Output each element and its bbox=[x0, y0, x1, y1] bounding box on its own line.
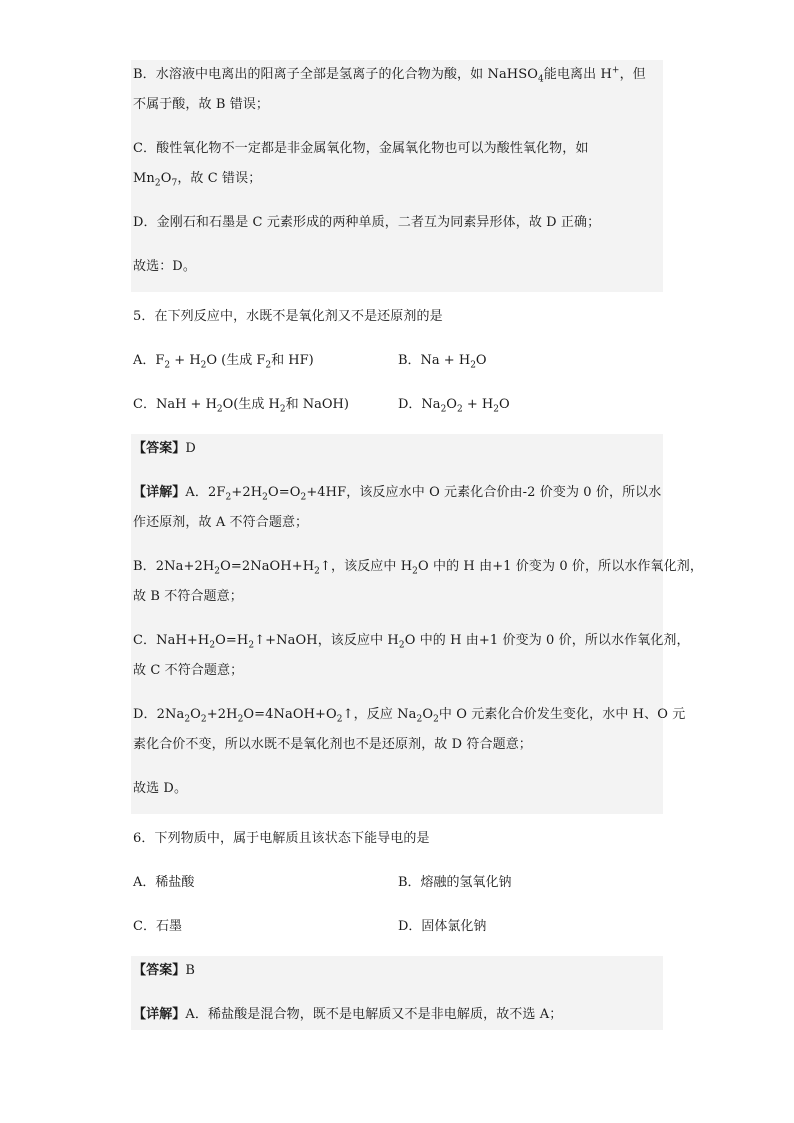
q5-option-b: B．$Na + H_2O$ bbox=[398, 353, 487, 371]
q5-answer: 【答案】D bbox=[133, 441, 196, 456]
q4-explanation-block bbox=[131, 60, 663, 292]
q4-option-c-explanation-line2: $Mn_2O_7$，故 C 错误； bbox=[133, 171, 262, 189]
q6-options-row1 bbox=[131, 868, 663, 898]
q5-option-c: C．NaH + $H_2O$(生成 $H_2$和 NaOH) bbox=[133, 397, 349, 415]
q6-option-a: A．稀盐酸 bbox=[133, 875, 195, 890]
document-page bbox=[131, 60, 703, 1030]
q5-option-d: D．$Na_2O_2 + H_2O$ bbox=[398, 397, 510, 415]
q6-options-row2 bbox=[131, 912, 663, 942]
q4-option-b-explanation-line2: 不属于酸，故 B 错误； bbox=[133, 97, 270, 112]
q6-option-b: B．熔融的氢氧化钠 bbox=[398, 875, 512, 890]
q5-options-row1 bbox=[131, 346, 663, 376]
q5-detail-d-line2: 素化合价不变，所以水既不是氧化剂也不是还原剂，故 D 符合题意； bbox=[133, 737, 532, 752]
q6-option-c: C．石墨 bbox=[133, 919, 182, 934]
q5-detail-a-line2: 作还原剂，故 A 不符合题意； bbox=[133, 515, 309, 530]
q6-detail-a: 【详解】A．稀盐酸是混合物，既不是电解质又不是非电解质，故不选 A； bbox=[133, 1007, 563, 1022]
q5-options-row2 bbox=[131, 390, 663, 420]
q5-detail-d-line1: D．$2Na_2O_2+2H_2O=4NaOH+O_2↑$，反应 $Na_2O_2$中 O 元素化合价发生变化，水中 H、O 元 bbox=[133, 707, 686, 725]
q5-answer-block bbox=[131, 434, 703, 814]
q5-option-a: A．$F_2 + H_2O$ (生成 $F_2$和 HF) bbox=[133, 353, 314, 371]
q5-detail-c-line1: C．$NaH+H_2O=H_2↑+NaOH$，该反应中 $H_2O$ 中的 H 由+1 价变为 0 价，所以水作氧化剂， bbox=[133, 633, 690, 651]
q5-stem: 5．在下列反应中，水既不是氧化剂又不是还原剂的是 bbox=[133, 309, 443, 324]
q6-answer-block bbox=[131, 956, 663, 1030]
q6-answer: 【答案】B bbox=[133, 963, 196, 978]
q6-option-d: D．固体氯化钠 bbox=[398, 919, 487, 934]
q4-option-d-explanation: D．金刚石和石墨是 C 元素形成的两种单质，二者互为同素异形体，故 D 正确； bbox=[133, 215, 601, 230]
q5-conclusion: 故选 D。 bbox=[133, 781, 188, 796]
q4-option-b-explanation-line1: B．水溶液中电离出的阳离子全部是氢离子的化合物为酸，如 NaHSO$_4$能电离出 H+，但 bbox=[133, 65, 646, 85]
q6-stem: 6．下列物质中，属于电解质且该状态下能导电的是 bbox=[133, 831, 430, 846]
q5-detail-a-line1: 【详解】A．$2F_2+2H_2O=O_2+4HF$，该反应水中 O 元素化合价由-2 价变为 0 价，所以水 bbox=[133, 485, 662, 503]
q4-conclusion: 故选：D。 bbox=[133, 259, 196, 274]
q5-detail-b-line1: B．$2Na+2H_2O=2NaOH+H_2↑$，该反应中 $H_2O$ 中的 H 由+1 价变为 0 价，所以水作氧化剂， bbox=[133, 559, 703, 577]
q4-option-c-explanation-line1: C．酸性氧化物不一定都是非金属氧化物，金属氧化物也可以为酸性氧化物，如 bbox=[133, 141, 589, 156]
q5-detail-b-line2: 故 B 不符合题意； bbox=[133, 589, 243, 604]
q5-detail-c-line2: 故 C 不符合题意； bbox=[133, 663, 244, 678]
